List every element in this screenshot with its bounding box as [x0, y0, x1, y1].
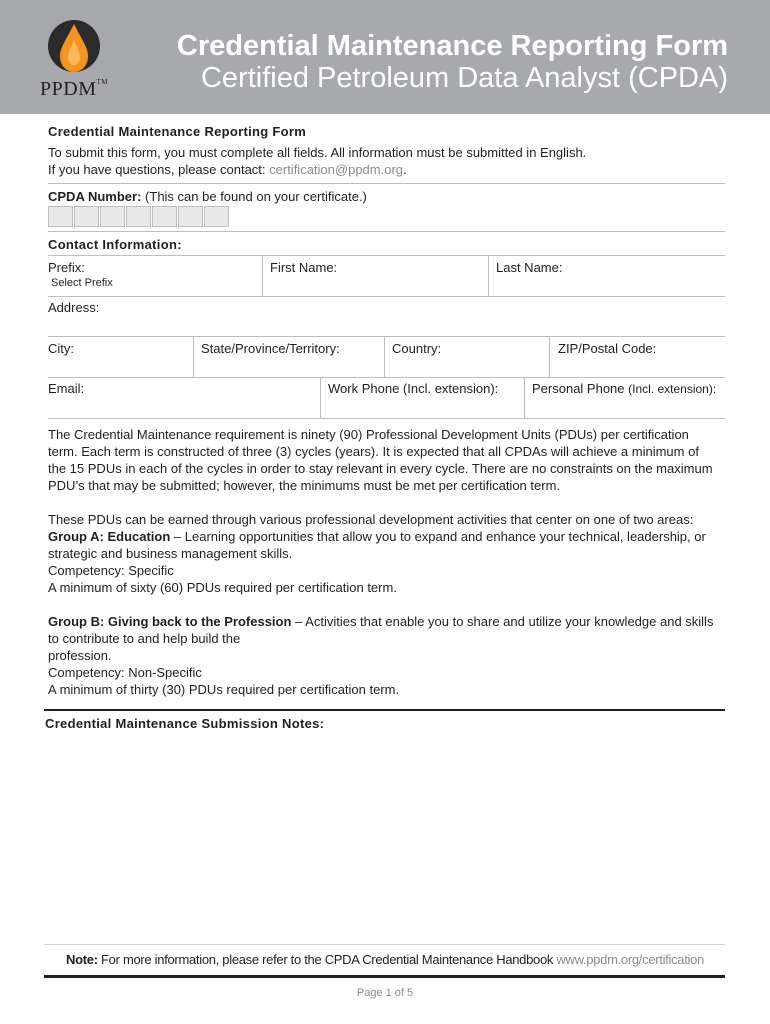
group-b-paragraph: Group B: Giving back to the Profession – Activities that enable you to share and utilize your knowledge and skills to contribute to and help build the profession. Competency: Non-Specific A minimum of thirty (30) PDUs required per certification term.: [48, 614, 714, 697]
divider: [44, 944, 725, 945]
ppdm-logo-text: PPDM™: [40, 78, 108, 100]
divider: [524, 377, 525, 418]
divider: [320, 377, 321, 418]
cpda-number-input[interactable]: [48, 206, 230, 227]
first-name-field[interactable]: First Name:: [270, 260, 338, 275]
group-a-title: Group A: Education: [48, 529, 171, 544]
divider: [48, 231, 725, 232]
personal-phone-field[interactable]: Personal Phone (Incl. extension):: [532, 381, 717, 396]
cpda-digit-box[interactable]: [204, 206, 229, 227]
last-name-field[interactable]: Last Name:: [496, 260, 563, 275]
divider: [193, 336, 194, 377]
header-banner: [0, 0, 770, 114]
form-section-title: Credential Maintenance Reporting Form: [48, 124, 307, 139]
cpda-digit-box[interactable]: [152, 206, 177, 227]
cpda-digit-box[interactable]: [178, 206, 203, 227]
divider: [48, 336, 725, 337]
intro-line-2: If you have questions, please contact: certification@ppdm.org.: [48, 162, 407, 177]
divider: [48, 255, 725, 256]
divider: [262, 255, 263, 296]
intro-line-1: To submit this form, you must complete all fields. All information must be submitted in English.: [48, 145, 587, 160]
divider: [384, 336, 385, 377]
cpda-digit-box[interactable]: [126, 206, 151, 227]
divider: [549, 336, 550, 377]
zip-field[interactable]: ZIP/Postal Code:: [558, 341, 657, 356]
country-field[interactable]: Country:: [392, 341, 442, 356]
contact-email-link[interactable]: certification@ppdm.org: [269, 162, 404, 177]
requirements-paragraph: The Credential Maintenance requirement is ninety (90) Professional Development Units (PDUs) per certification term. Each term is constructed of three (3) cycles (years). It is expected that all CPDAs will achieve a minimum of the 15 PDUs in each of the cycles in order to stay relevant in every cycle. There are no constraints on the maximum PDU’s that may be submitted; however, the minimums must be met per certification term.: [48, 427, 713, 493]
cpda-number-label: CPDA Number: (This can be found on your certificate.): [48, 189, 367, 204]
divider: [48, 296, 725, 297]
footer-note: Note: For more information, please refer to the CPDA Credential Maintenance Handbook www.ppdm.org/certification: [66, 952, 704, 967]
cpda-digit-box[interactable]: [100, 206, 125, 227]
divider: [44, 975, 725, 978]
group-a-paragraph: These PDUs can be earned through various professional development activities that center on one of two areas: Group A: Education – Learning opportunities that allow you to expand and enhance your technical, leadership, or strategic and business management skills. Competency: Specific A minimum of sixty (60) PDUs required per certification term.: [48, 512, 706, 595]
state-field[interactable]: State/Province/Territory:: [201, 341, 340, 356]
cpda-digit-box[interactable]: [48, 206, 73, 227]
group-b-title: Group B: Giving back to the Profession: [48, 614, 292, 629]
submission-notes-title: Credential Maintenance Submission Notes:: [45, 716, 325, 731]
divider: [488, 255, 489, 296]
divider: [48, 418, 725, 419]
email-field[interactable]: Email:: [48, 381, 85, 396]
city-field[interactable]: City:: [48, 341, 74, 356]
prefix-select[interactable]: Select Prefix: [51, 277, 113, 289]
divider: [48, 183, 725, 184]
cpda-digit-box[interactable]: [74, 206, 99, 227]
address-field[interactable]: Address:: [48, 300, 100, 315]
work-phone-field[interactable]: Work Phone (Incl. extension):: [328, 381, 499, 396]
page-title: Credential Maintenance Reporting Form: [176, 30, 728, 62]
divider: [44, 709, 725, 711]
submission-notes-area[interactable]: [44, 735, 725, 935]
page-subtitle: Certified Petroleum Data Analyst (CPDA): [200, 62, 728, 94]
page-number: Page 1 of 5: [356, 987, 414, 999]
contact-section-title: Contact Information:: [48, 237, 182, 252]
certification-link[interactable]: www.ppdm.org/certification: [556, 952, 704, 967]
prefix-label: Prefix:: [48, 260, 85, 275]
divider: [48, 377, 725, 378]
